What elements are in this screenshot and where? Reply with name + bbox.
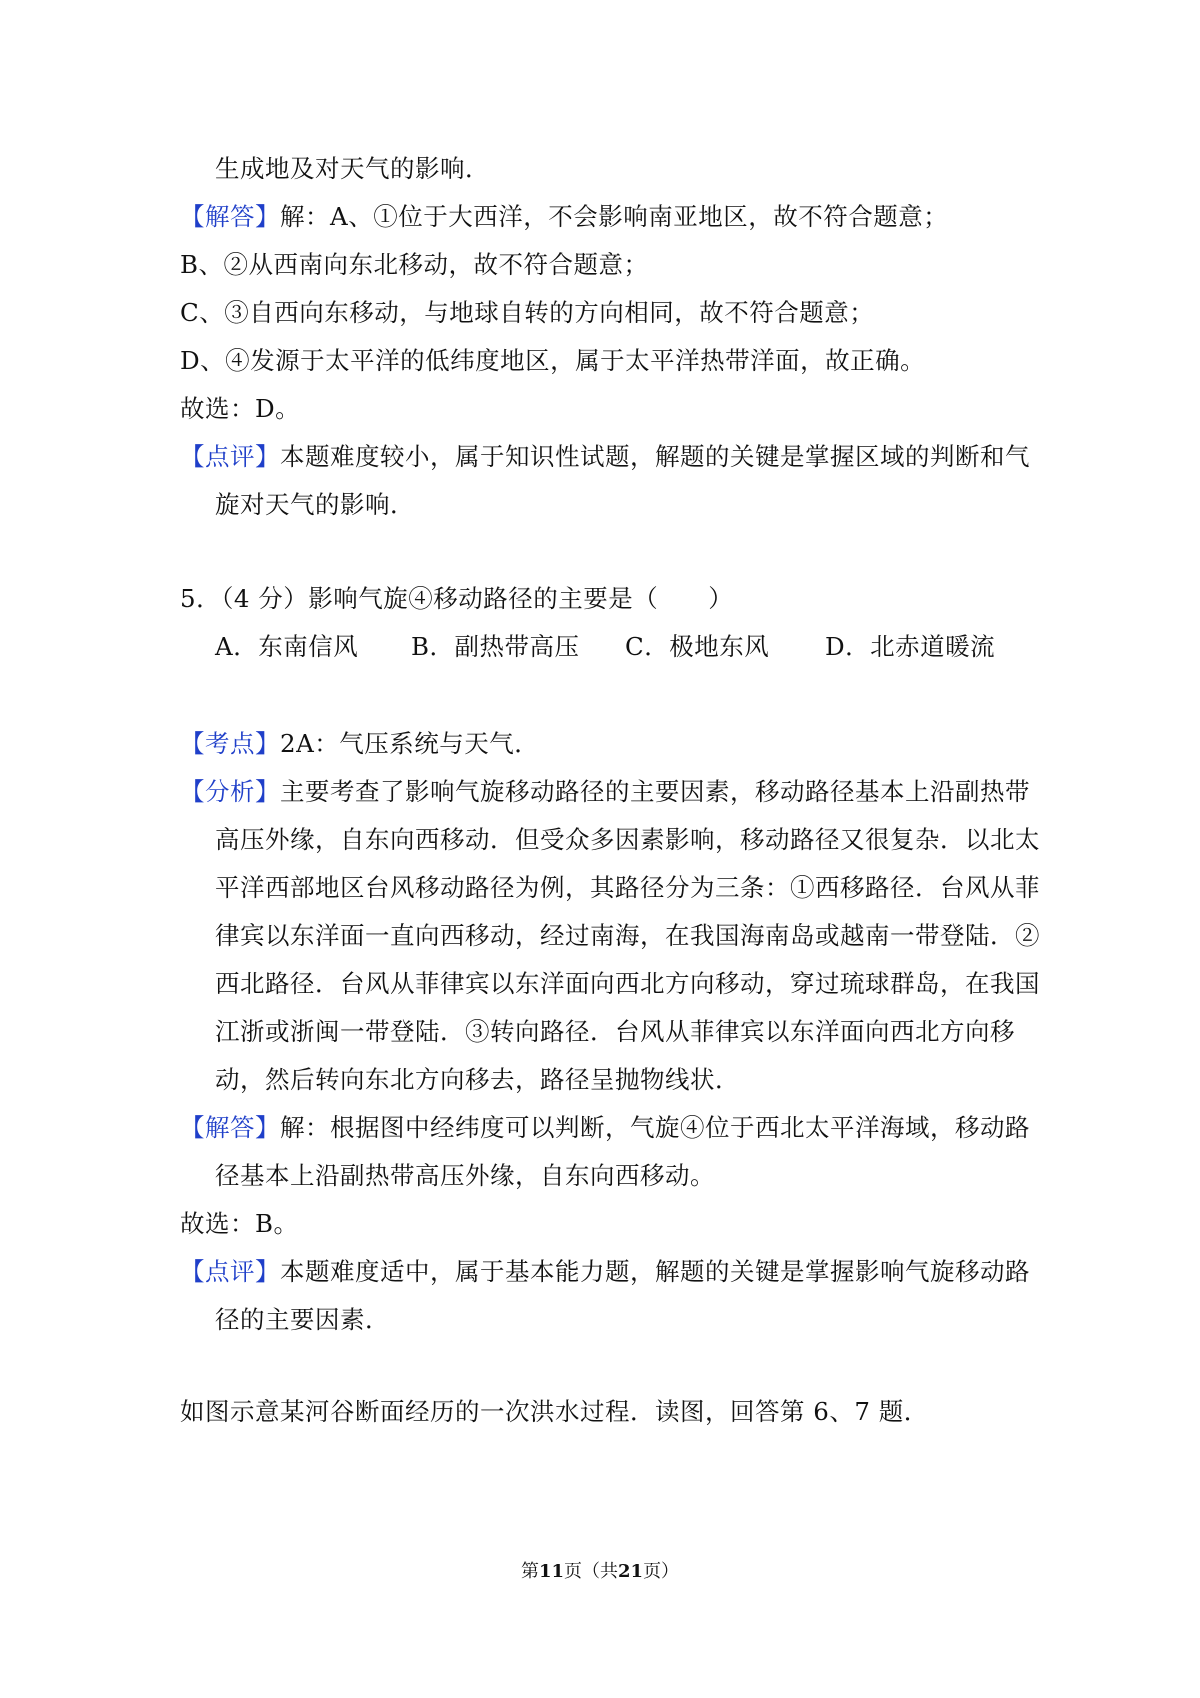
fenxi-line-2: 高压外缘，自东向西移动．但受众多因素影响，移动路径又很复杂．以北太 [215, 825, 1040, 854]
fenxi-line-6: 江浙或浙闽一带登陆．③转向路径．台风从菲律宾以东洋面向西北方向移 [215, 1017, 1015, 1046]
jieda-choice: 故选：B。 [180, 1209, 299, 1238]
dianping-line-2: 径的主要因素． [215, 1305, 390, 1334]
prev-answer-line-1 [180, 201, 948, 233]
kaodian-line [180, 728, 539, 760]
jieda-line-2: 径基本上沿副热带高压外缘，自东向西移动。 [215, 1161, 715, 1190]
jieda-line-1 [180, 1112, 1030, 1144]
prev-comment-line-2: 旋对天气的影响． [215, 490, 415, 519]
fenxi-text: 主要考查了影响气旋移动路径的主要因素，移动路径基本上沿副热带 [280, 777, 1030, 806]
next-section-intro: 如图示意某河谷断面经历的一次洪水过程．读图，回答第 6、7 题． [180, 1397, 929, 1426]
jieda-text: 解：根据图中经纬度可以判断，气旋④位于西北太平洋海域，移动路 [280, 1113, 1030, 1142]
jieda-tag: 【解答】 [180, 1113, 280, 1142]
option-b: B．副热带高压 [411, 632, 580, 661]
fenxi-line-5: 西北路径．台风从菲律宾以东洋面向西北方向移动，穿过琉球群岛，在我国 [215, 969, 1040, 998]
footer-middle: 页（共 [564, 1561, 618, 1582]
fenxi-line-4: 律宾以东洋面一直向西移动，经过南海，在我国海南岛或越南一带登陆．② [215, 921, 1040, 950]
prev-answer-line-4: D、④发源于太平洋的低纬度地区，属于太平洋热带洋面，故正确。 [180, 346, 926, 375]
question-stem: 5．（4 分）影响气旋④移动路径的主要是（ ） [180, 584, 734, 613]
footer-suffix: 页） [643, 1561, 680, 1582]
answer-tag: 【解答】 [180, 202, 280, 231]
fenxi-line-3: 平洋西部地区台风移动路径为例，其路径分为三条：①西移路径．台风从菲 [215, 873, 1040, 902]
option-a: A．东南信风 [215, 632, 359, 661]
answer-text: 解：A、①位于大西洋，不会影响南亚地区，故不符合题意； [280, 202, 949, 231]
question-options [215, 631, 995, 663]
comment-text: 本题难度较小，属于知识性试题，解题的关键是掌握区域的判断和气 [280, 442, 1030, 471]
fenxi-line-7: 动，然后转向东北方向移去，路径呈抛物线状． [215, 1065, 740, 1094]
page-footer [0, 1560, 1200, 1584]
prev-answer-line-3: C、③自西向东移动，与地球自转的方向相同，故不符合题意； [180, 298, 875, 327]
prev-answer-choice: 故选：D。 [180, 394, 301, 423]
option-c: C．极地东风 [625, 632, 770, 661]
dianping-line-1 [180, 1256, 1030, 1288]
footer-prefix: 第 [520, 1561, 539, 1582]
kaodian-text: 2A：气压系统与天气． [280, 729, 540, 758]
comment-tag: 【点评】 [180, 442, 280, 471]
fenxi-tag: 【分析】 [180, 777, 280, 806]
option-d: D．北赤道暖流 [825, 632, 996, 661]
prev-analysis-continuation: 生成地及对天气的影响． [215, 154, 490, 183]
dianping-tag: 【点评】 [180, 1257, 280, 1286]
prev-answer-line-2: B、②从西南向东北移动，故不符合题意； [180, 250, 649, 279]
dianping-text: 本题难度适中，属于基本能力题，解题的关键是掌握影响气旋移动路 [280, 1257, 1030, 1286]
kaodian-tag: 【考点】 [180, 729, 280, 758]
page-total: 21 [618, 1561, 644, 1582]
fenxi-line-1 [180, 776, 1030, 808]
prev-comment-line-1 [180, 441, 1030, 473]
page-number: 11 [538, 1561, 564, 1582]
